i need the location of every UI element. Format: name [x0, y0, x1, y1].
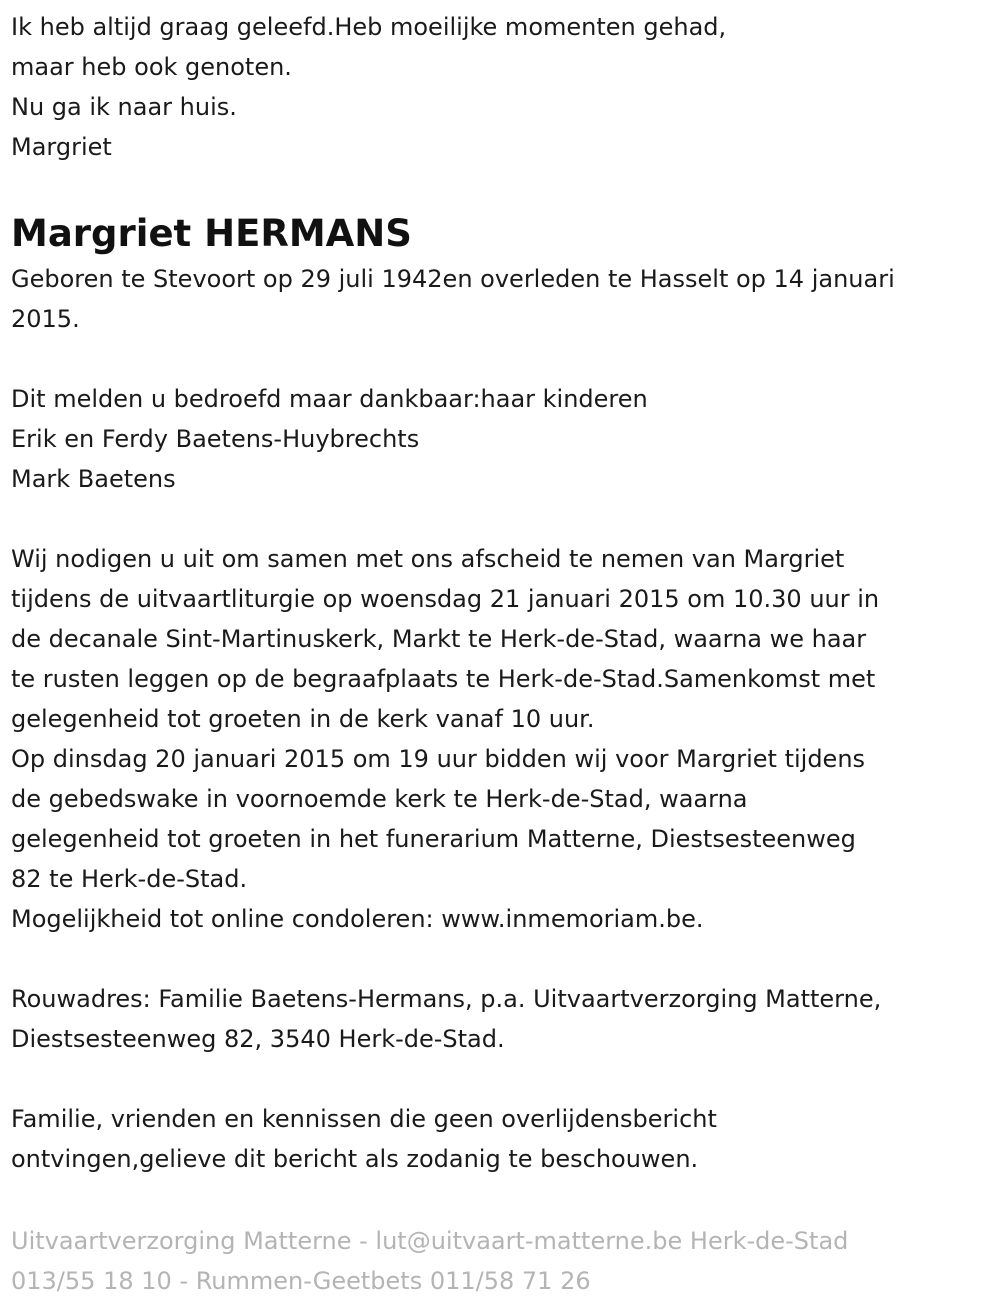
family-member: Erik en Ferdy Baetens-Huybrechts	[11, 425, 420, 453]
text-line: tijdens de uitvaartliturgie op woensdag 21 januari 2015 om 10.30 uur in	[11, 585, 880, 613]
notice-paragraph	[11, 1099, 991, 1179]
funeral-home-footer	[11, 1221, 991, 1301]
text-line: Geboren te Stevoort op 29 juli 1942en overleden te Hasselt op 14 januari	[11, 265, 895, 293]
address-paragraph	[11, 979, 991, 1059]
text-line: te rusten leggen op de begraafplaats te Herk-de-Stad.Samenkomst met	[11, 665, 876, 693]
text-line: Diestsesteenweg 82, 3540 Herk-de-Stad.	[11, 1025, 505, 1053]
poem	[11, 7, 991, 167]
text-line: Op dinsdag 20 januari 2015 om 19 uur bidden wij voor Margriet tijdens	[11, 745, 866, 773]
footer-line: 013/55 18 10 - Rummen-Geetbets 011/58 71 26	[11, 1267, 591, 1295]
deceased-name: Margriet HERMANS	[11, 212, 412, 255]
condolence-line: Mogelijkheid tot online condoleren: www.inmemoriam.be.	[11, 905, 704, 933]
text-line: Dit melden u bedroefd maar dankbaar:haar kinderen	[11, 385, 648, 413]
birth-death-paragraph	[11, 259, 991, 339]
poem-line: Nu ga ik naar huis.	[11, 93, 237, 121]
text-line: gelegenheid tot groeten in het funerarium Matterne, Diestsesteenweg	[11, 825, 856, 853]
text-line: gelegenheid tot groeten in de kerk vanaf 10 uur.	[11, 705, 595, 733]
text-line: de gebedswake in voornoemde kerk te Herk-de-Stad, waarna	[11, 785, 748, 813]
poem-line: Ik heb altijd graag geleefd.Heb moeilijke momenten gehad,	[11, 13, 727, 41]
text-line: Familie, vrienden en kennissen die geen overlijdensbericht	[11, 1105, 717, 1133]
text-line: Rouwadres: Familie Baetens-Hermans, p.a. Uitvaartverzorging Matterne,	[11, 985, 882, 1013]
family-member: Mark Baetens	[11, 465, 176, 493]
poem-signature: Margriet	[11, 133, 112, 161]
text-line: ontvingen,gelieve dit bericht als zodanig te beschouwen.	[11, 1145, 699, 1173]
footer-line: Uitvaartverzorging Matterne - lut@uitvaart-matterne.be Herk-de-Stad	[11, 1227, 849, 1255]
text-line: 2015.	[11, 305, 80, 333]
obituary-page	[11, 7, 991, 1301]
text-line: de decanale Sint-Martinuskerk, Markt te Herk-de-Stad, waarna we haar	[11, 625, 867, 653]
text-line: 82 te Herk-de-Stad.	[11, 865, 248, 893]
text-line: Wij nodigen u uit om samen met ons afscheid te nemen van Margriet	[11, 545, 845, 573]
announcement-paragraph	[11, 379, 991, 499]
poem-line: maar heb ook genoten.	[11, 53, 292, 81]
ceremony-paragraph	[11, 539, 991, 939]
